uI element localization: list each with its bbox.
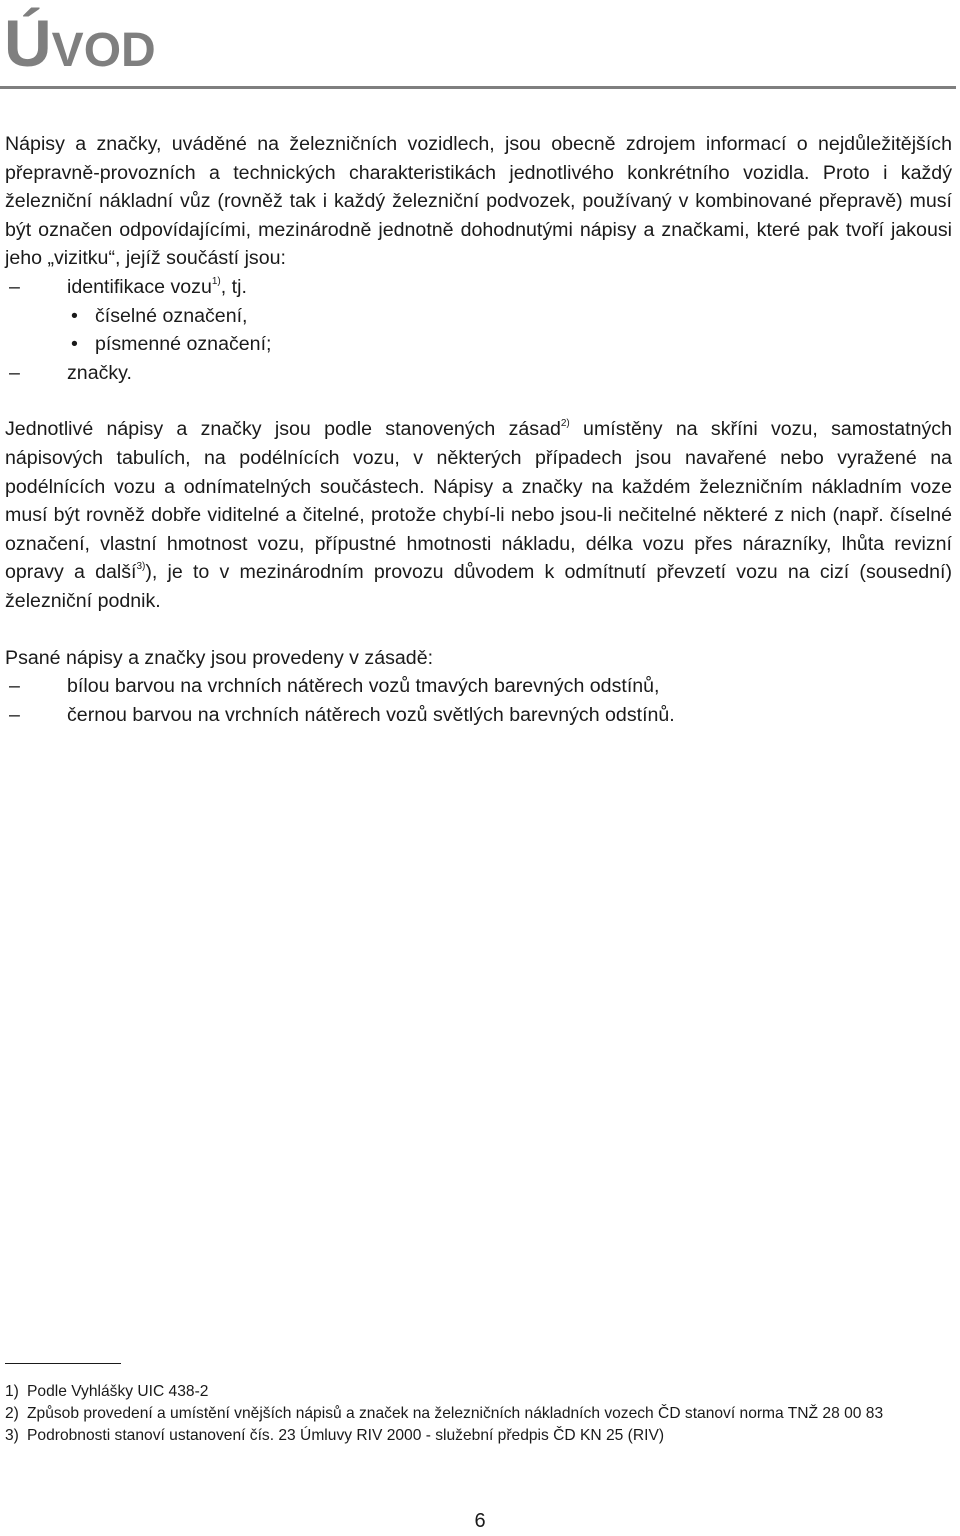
- footnote-text: Způsob provedení a umístění vnějších nápisů a značek na železničních nákladních vozech ČD stanoví norma TNŽ 28 00 83: [27, 1405, 884, 1422]
- page-number: 6: [474, 1510, 486, 1532]
- list-item-text: černou barvou na vrchních nátěrech vozů světlých barevných odstínů.: [67, 703, 675, 726]
- footnote-2: [5, 1403, 955, 1425]
- paragraph-text: umístěny na skříni vozu, samostatných nápisových tabulích, na podélnících vozu, v některých případech jsou navařené nebo vyražené na podélnících vozu a odnímatelných součástech. Nápisy a značky na každém železničním nákladním voze musí být rovněž dobře viditelné a čitelné, protože chybí-li nebo jsou-li nečitelné některé z nich (např. číselné označení, vlastní hmotnost vozu, přípustné hmotnosti nákladu, délka vozu přes nárazníky, lhůta revizní opravy a další: [5, 418, 952, 584]
- list-item-text: značky.: [67, 361, 132, 384]
- list-item-identification: [5, 273, 952, 302]
- sub-list-item-text: písmenné označení;: [95, 333, 272, 356]
- title-initial: Ú: [4, 6, 52, 80]
- footnote-ref-2[interactable]: 2): [560, 418, 570, 430]
- footnote-number: 1): [5, 1383, 19, 1400]
- identification-label: identifikace vozu: [67, 275, 212, 298]
- bullet-marker: •: [71, 333, 78, 356]
- main-text: [5, 130, 952, 729]
- footnote-separator: [5, 1363, 121, 1364]
- dash-marker: –: [9, 275, 20, 298]
- bullet-marker: •: [71, 304, 78, 327]
- identification-suffix: , tj.: [220, 275, 247, 298]
- page-title: [4, 6, 156, 80]
- footnote-number: 2): [5, 1405, 19, 1422]
- title-rest: VOD: [51, 24, 156, 77]
- footnote-3: [5, 1425, 955, 1447]
- dash-marker: –: [9, 675, 20, 698]
- paragraph-placement: [5, 415, 952, 615]
- paragraph-intro: Nápisy a značky, uváděné na železničních vozidlech, jsou obecně zdrojem informací o nejdůležitějších přepravně-provozních a technických charakteristikách jednotlivého konkrétního vozidla. Proto i každý železniční nákladní vůz (rovněž tak i každý železniční podvozek, používaný v kombinované přepravě) musí být označen odpovídajícími, mezinárodně jednotně dohodnutými nápisy a značkami, které pak tvoří jakousi jeho „vizitku“, jejíž součástí jsou:: [5, 133, 952, 270]
- sub-list-item-numeric: [5, 302, 952, 331]
- dash-marker: –: [9, 361, 20, 384]
- paragraph-text: ), je to v mezinárodním provozu důvodem k odmítnutí převzetí vozu na cizí (sousední) železniční podnik.: [5, 561, 952, 612]
- footnote-1: [5, 1381, 955, 1403]
- sub-list-item-text: číselné označení,: [95, 304, 248, 327]
- footnote-ref-3[interactable]: 3): [136, 561, 146, 573]
- sub-list-item-letter: [5, 330, 952, 359]
- paragraph-text: Jednotlivé nápisy a značky jsou podle stanovených zásad: [5, 418, 561, 441]
- dash-marker: –: [9, 703, 20, 726]
- title-underline: [0, 86, 956, 89]
- footnote-text: Podle Vyhlášky UIC 438-2: [27, 1383, 209, 1400]
- footnote-number: 3): [5, 1427, 19, 1444]
- list-item-text: [67, 273, 247, 302]
- list-item-black: [5, 701, 952, 730]
- list-item-text: bílou barvou na vrchních nátěrech vozů tmavých barevných odstínů,: [67, 675, 660, 698]
- footnote-ref-1[interactable]: 1): [211, 275, 221, 287]
- footnotes: [5, 1381, 955, 1447]
- paragraph-colors-intro: Psané nápisy a značky jsou provedeny v zásadě:: [5, 646, 434, 669]
- footnote-text: Podrobnosti stanoví ustanovení čís. 23 Úmluvy RIV 2000 - služební předpis ČD KN 25 (RIV): [27, 1427, 665, 1444]
- list-item-white: [5, 672, 952, 701]
- list-item-signs: [5, 359, 952, 388]
